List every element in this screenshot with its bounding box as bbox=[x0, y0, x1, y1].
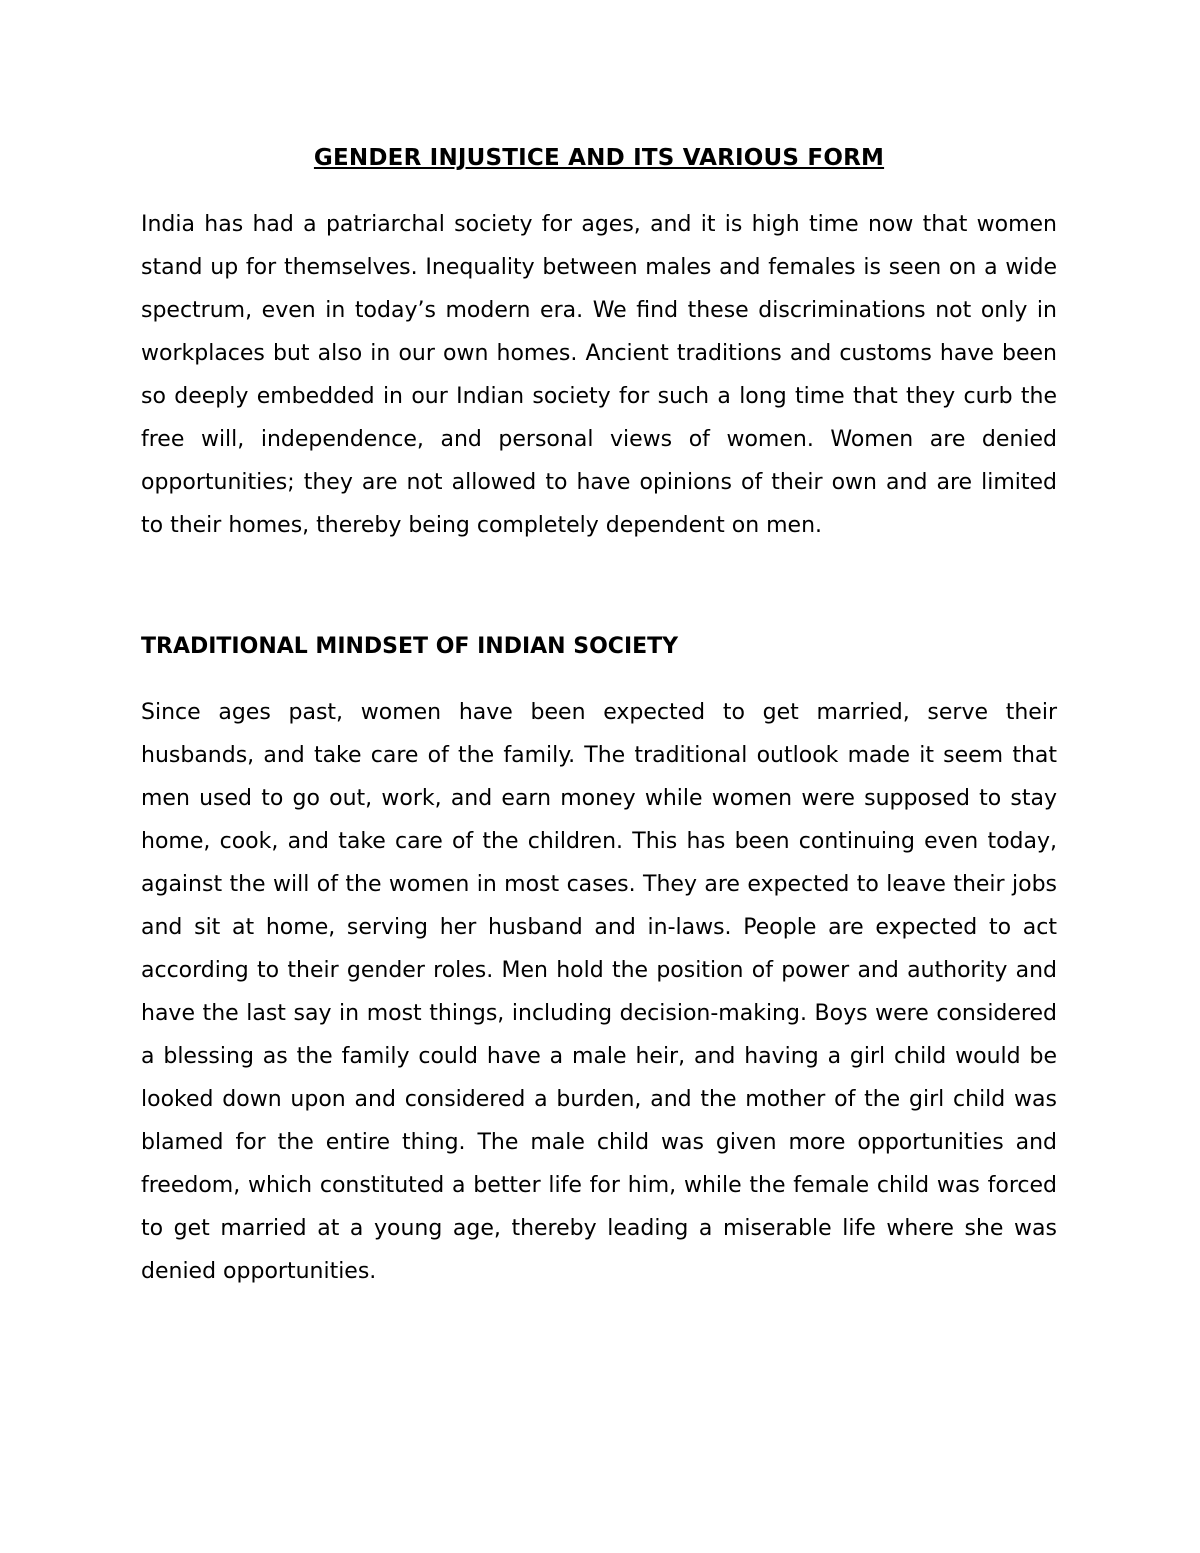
document-title: GENDER INJUSTICE AND ITS VARIOUS FORM bbox=[313, 145, 885, 171]
document-body bbox=[141, 142, 1057, 1293]
section-paragraph: Since ages past, women have been expected to get married, serve their husbands, and take care of the family. The traditional outlook made it seem that men used to go out, work, and earn money while women were supposed to stay home, cook, and take care of the children. This has been continuing even today, against the will of the women in most cases. They are expected to leave their jobs and sit at home, serving her husband and in-laws. People are expected to act according to their gender roles. Men hold the position of power and authority and have the last say in most things, including decision-making. Boys were considered a blessing as the family could have a male heir, and having a girl child would be looked down upon and considered a burden, and the mother of the girl child was blamed for the entire thing. The male child was given more opportunities and freedom, which constituted a better life for him, while the female child was forced to get married at a young age, thereby leading a miserable life where she was denied opportunities. bbox=[141, 700, 1057, 1284]
section-heading: TRADITIONAL MINDSET OF INDIAN SOCIETY bbox=[141, 634, 679, 659]
intro-paragraph: India has had a patriarchal society for ages, and it is high time now that women stand up for themselves. Inequality between males and females is seen on a wide spectrum, even in today’s modern era. We find these discriminations not only in workplaces but also in our own homes. Ancient traditions and customs have been so deeply embedded in our Indian society for such a long time that they curb the free will, independence, and personal views of women. Women are denied opportunities; they are not allowed to have opinions of their own and are limited to their homes, thereby being completely dependent on men. bbox=[141, 212, 1057, 538]
